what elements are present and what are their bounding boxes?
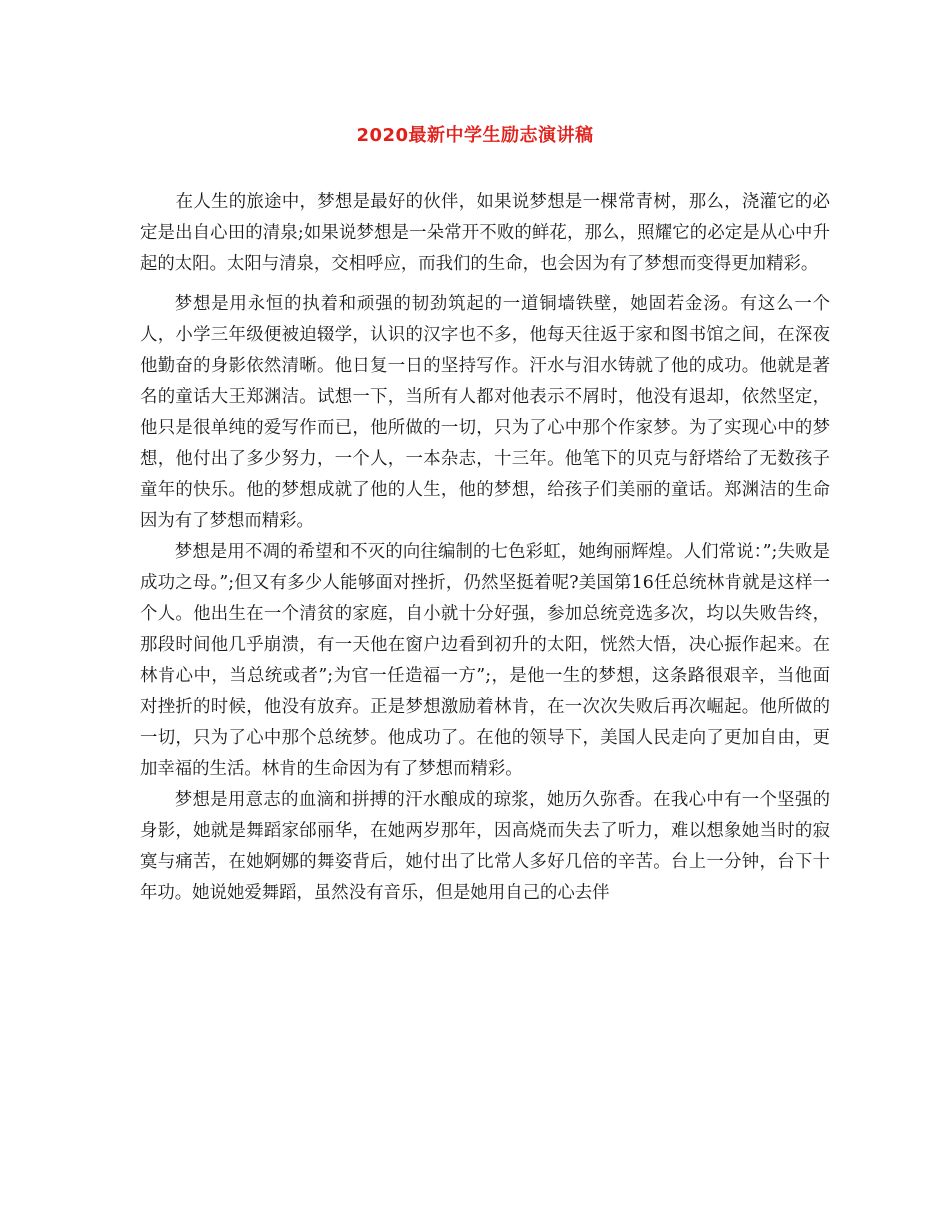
paragraph-lincoln: 梦想是用不凋的希望和不灭的向往编制的七色彩虹，她绚丽辉煌。人们常说：”;失败是成功之母。”;但又有多少人能够面对挫折，仍然坚挺着呢?美国第16任总统林肯就是这样一个人。他出生在一个清贫的家庭，自小就十分好强，参加总统竞选多次，均以失败告终，那段时间他几乎崩溃，有一天他在窗户边看到初升的太阳，恍然大悟，决心振作起来。在林肯心中，当总统或者”;为官一任造福一方”;，是他一生的梦想，这条路很艰辛，当他面对挫折的时候，他没有放弃。正是梦想激励着林肯，在一次次失败后再次崛起。他所做的一切，只为了心中那个总统梦。他成功了。在他的领导下，美国人民走向了更加自由，更加幸福的生活。林肯的生命因为有了梦想而精彩。 [140,542,830,779]
document-title: 2020最新中学生励志演讲稿 [356,125,594,146]
paragraph-tai-lihua: 梦想是用意志的血滴和拼搏的汗水酿成的琼浆，她历久弥香。在我心中有一个坚强的身影，她就是舞蹈家邰丽华，在她两岁那年，因高烧而失去了听力，难以想象她当时的寂寞与痛苦，在她婀娜的舞姿背后，她付出了比常人多好几倍的辛苦。台上一分钟，台下十年功。她说她爱舞蹈，虽然没有音乐，但是她用自己的心去伴 [140,790,830,903]
document-body [140,187,830,909]
paragraph-intro: 在人生的旅途中，梦想是最好的伙伴，如果说梦想是一棵常青树，那么，浇灌它的必定是出自心田的清泉;如果说梦想是一朵常开不败的鲜花，那么，照耀它的必定是从心中升起的太阳。太阳与清泉，交相呼应，而我们的生命，也会因为有了梦想而变得更加精彩。 [140,192,830,274]
paragraph-zheng-yuanjie: 梦想是用永恒的执着和顽强的韧劲筑起的一道铜墙铁壁，她固若金汤。有这么一个人，小学三年级便被迫辍学，认识的汉字也不多，他每天往返于家和图书馆之间，在深夜他勤奋的身影依然清晰。他日复一日的坚持写作。汗水与泪水铸就了他的成功。他就是著名的童话大王郑渊洁。试想一下，当所有人都对他表示不屑时，他没有退却，依然坚定，他只是很单纯的爱写作而已，他所做的一切，只为了心中那个作家梦。为了实现心中的梦想，他付出了多少努力，一个人，一本杂志，十三年。他笔下的贝克与舒塔给了无数孩子童年的快乐。他的梦想成就了他的人生，他的梦想，给孩子们美丽的童话。郑渊洁的生命因为有了梦想而精彩。 [140,294,830,531]
